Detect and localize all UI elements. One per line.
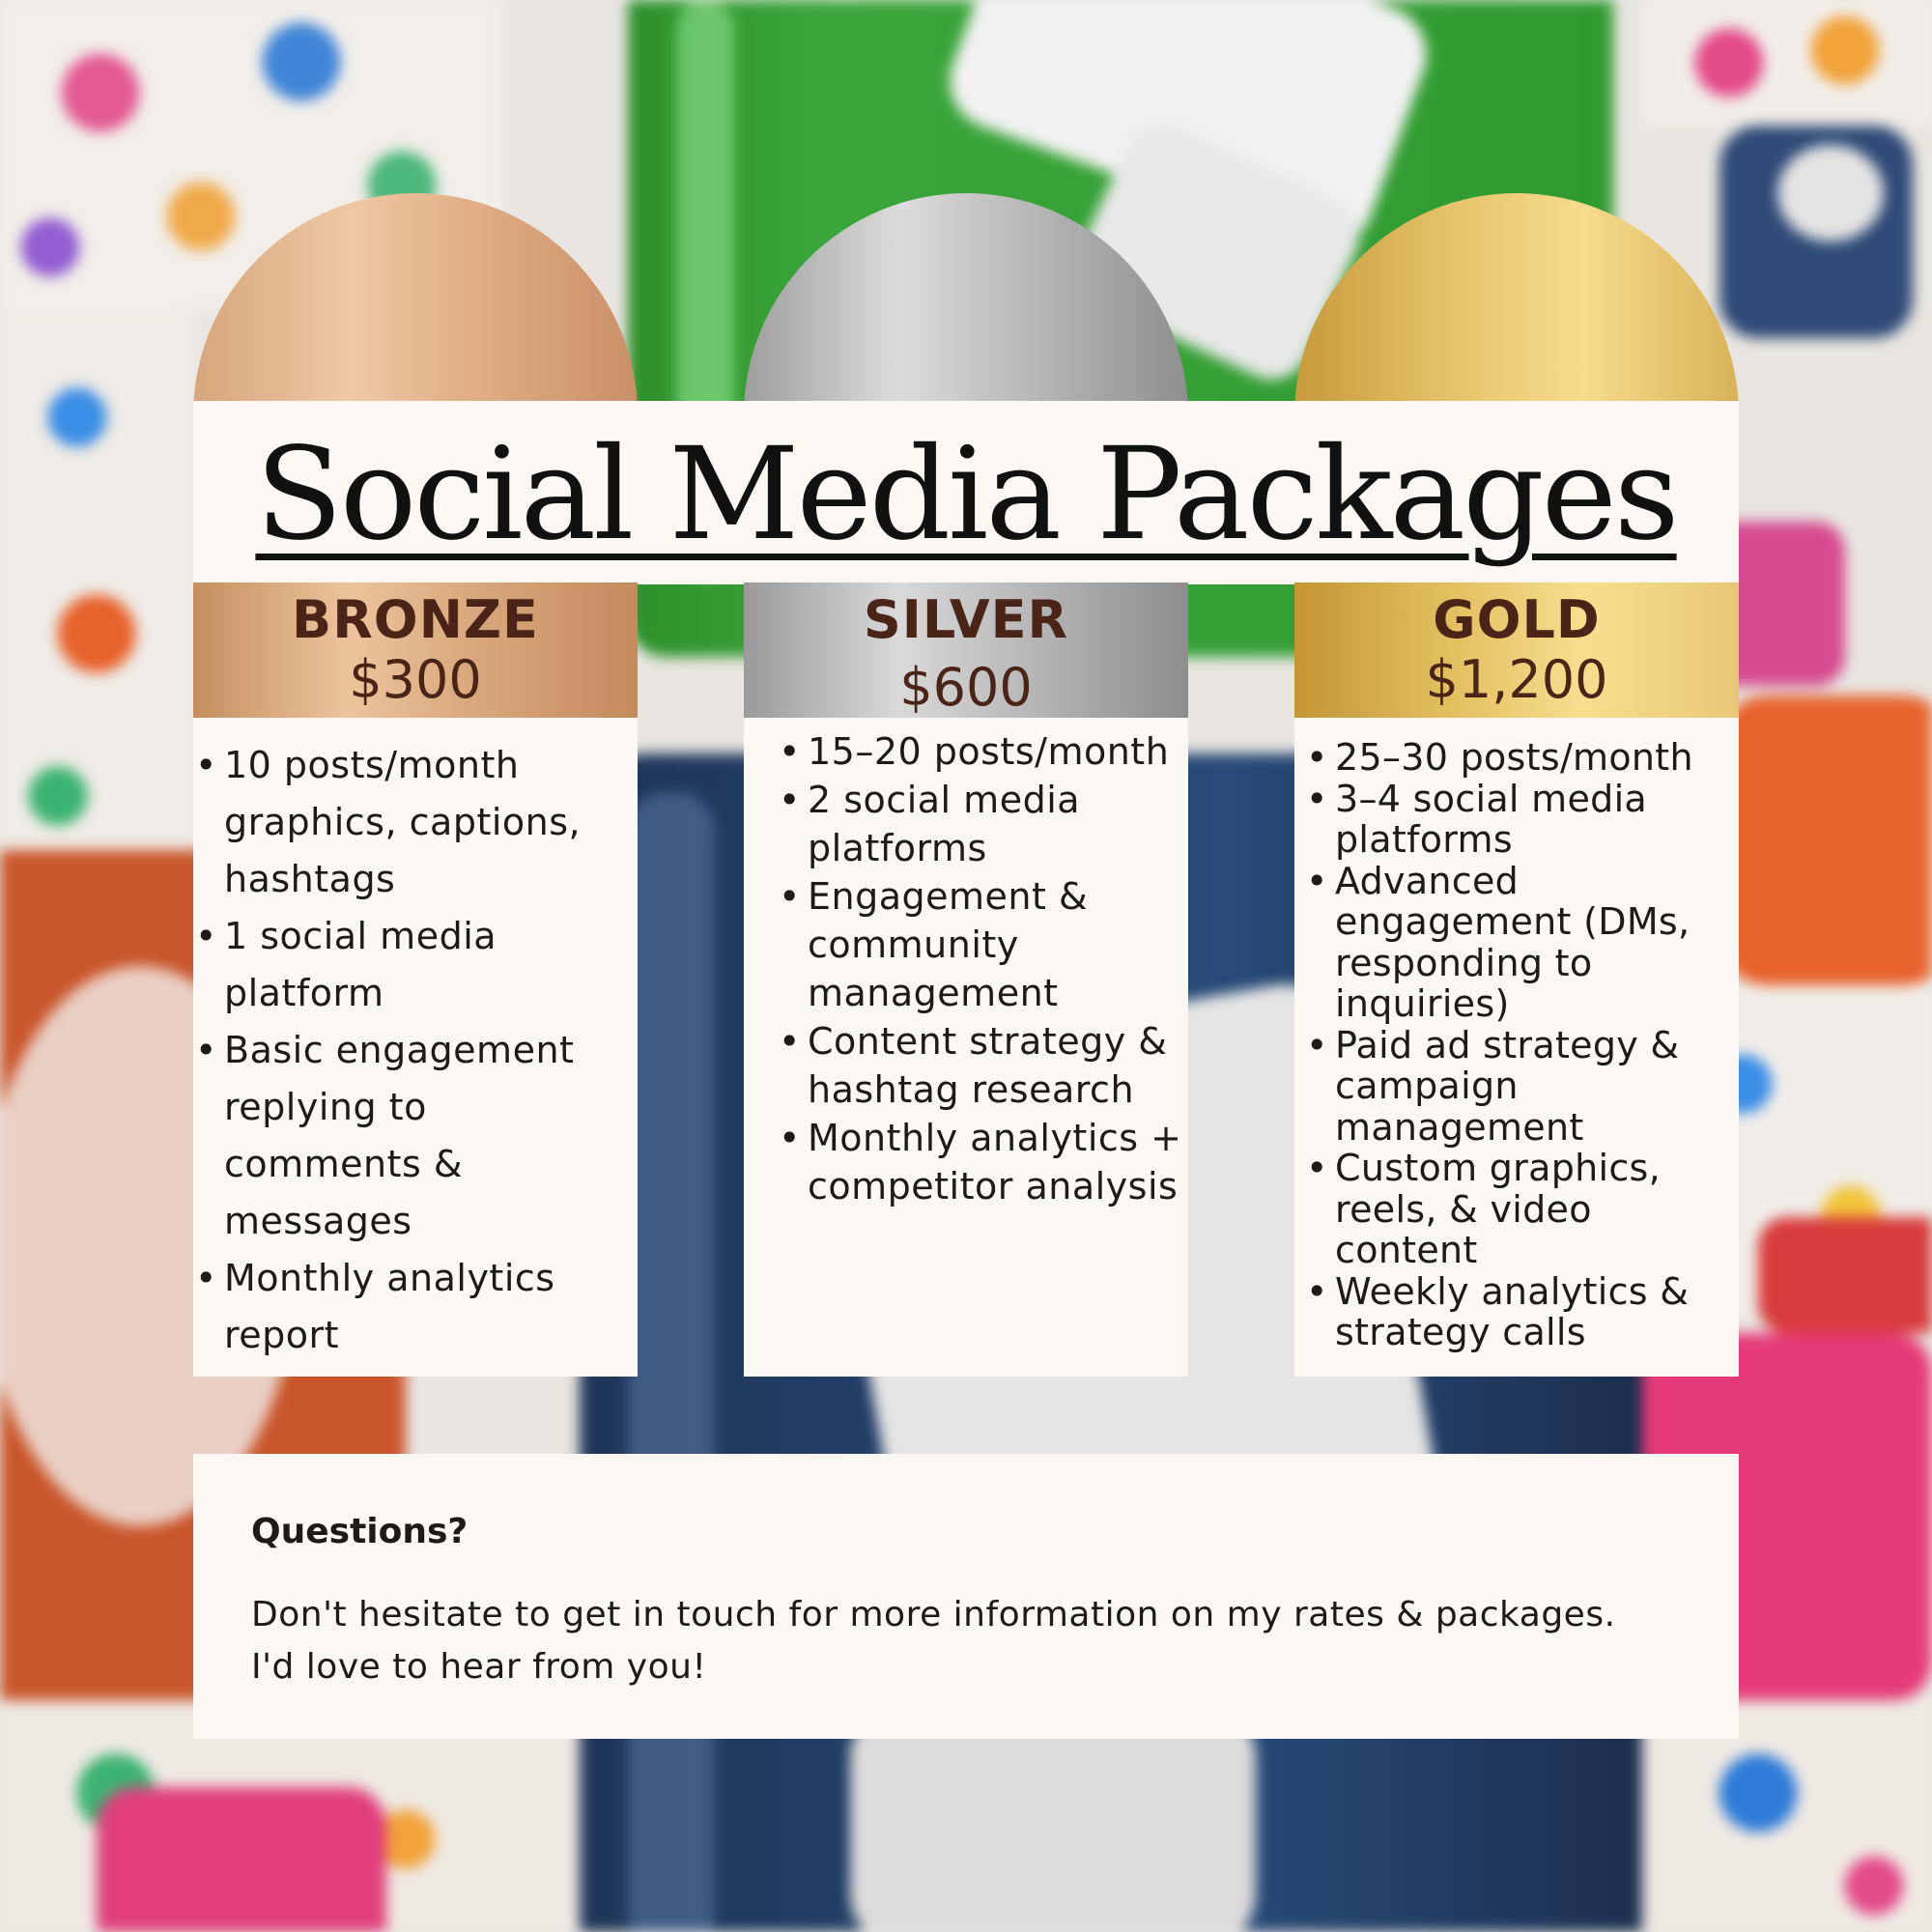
- questions-heading: Questions?: [251, 1512, 469, 1551]
- tier-name: GOLD: [1433, 589, 1601, 650]
- list-item: • Custom graphics, reels, & video content: [1335, 1148, 1735, 1271]
- tier-price: $300: [349, 649, 482, 710]
- social-app-icon: [97, 1787, 386, 1932]
- silver-header: [744, 582, 1188, 718]
- social-app-icon: [1758, 1217, 1932, 1333]
- page-title: Social Media Packages: [255, 420, 1677, 569]
- list-item: • Basic engagement replying to comments & messages: [224, 1022, 630, 1250]
- bronze-features: [193, 718, 638, 1377]
- list-item: • Monthly analytics + competitor analysis: [808, 1114, 1184, 1210]
- feature-list: [1335, 737, 1735, 1353]
- like-app-icon-edge: [628, 792, 715, 1932]
- list-item: • 3–4 social media platforms: [1335, 779, 1735, 861]
- gold-header: [1294, 582, 1739, 718]
- social-icons-cluster: [1642, 0, 1932, 126]
- questions-body: Don't hesitate to get in touch for more information on my rates & packages. I'd love to hear from you!: [251, 1595, 1616, 1687]
- questions-panel: [193, 1454, 1739, 1739]
- list-item: • 10 posts/month graphics, captions, hashtags: [224, 737, 630, 908]
- list-item: • Monthly analytics report: [224, 1250, 630, 1364]
- title-panel: [193, 401, 1739, 584]
- tier-price: $600: [899, 657, 1033, 718]
- list-item: • 2 social media platforms: [808, 776, 1184, 872]
- list-item: • 25–30 posts/month: [1335, 737, 1735, 779]
- rss-app-icon: [1719, 696, 1932, 985]
- list-item: • Content strategy & hashtag research: [808, 1017, 1184, 1114]
- list-item: • 1 social media platform: [224, 908, 630, 1022]
- feature-list: [224, 737, 630, 1364]
- tier-price: $1,200: [1425, 649, 1608, 710]
- gold-features: [1294, 718, 1739, 1377]
- tier-name: BRONZE: [292, 589, 539, 650]
- heart-icon: [1777, 145, 1884, 242]
- list-item: • Advanced engagement (DMs, responding to inquiries): [1335, 861, 1735, 1025]
- silver-features: [744, 718, 1188, 1377]
- list-item: • Paid ad strategy & campaign management: [1335, 1025, 1735, 1149]
- social-icons-cluster: [0, 309, 193, 850]
- list-item: • 15–20 posts/month: [808, 727, 1184, 776]
- tier-name: SILVER: [863, 589, 1069, 650]
- list-item: • Weekly analytics & strategy calls: [1335, 1271, 1735, 1353]
- list-item: • Engagement & community management: [808, 872, 1184, 1017]
- feature-list: [808, 727, 1184, 1210]
- bronze-header: [193, 582, 638, 718]
